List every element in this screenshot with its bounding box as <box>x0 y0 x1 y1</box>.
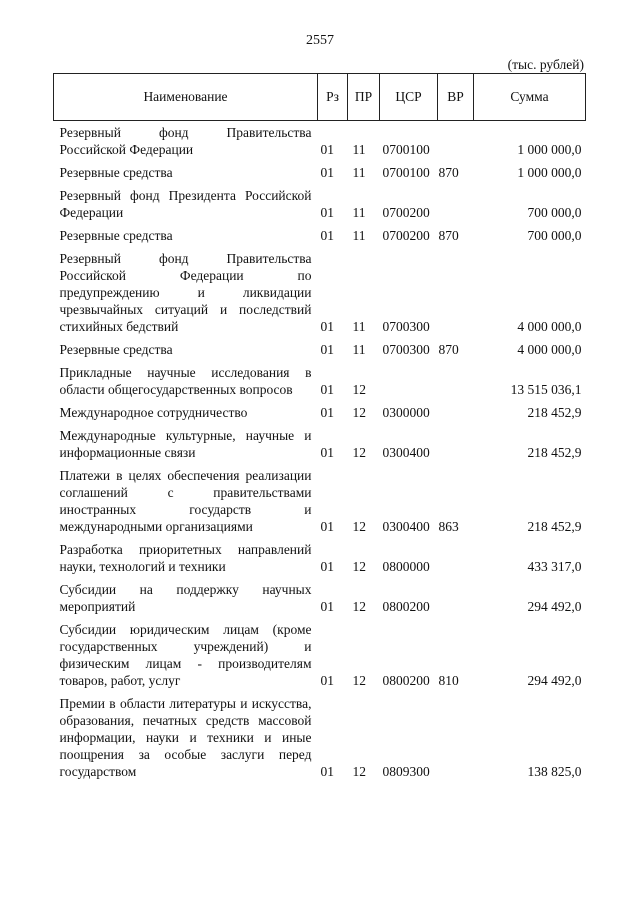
row-name: Премии в области литературы и искусства, образования, печатных средств массовой информации, науки и техники и иные поощрения за особые заслуги перед государством <box>59 696 312 779</box>
row-vr <box>438 689 474 780</box>
row-vr: 810 <box>438 673 459 688</box>
row-csr: 0809300 <box>382 764 430 779</box>
row-rz: 01 <box>320 165 334 180</box>
row-sum: 218 452,9 <box>527 405 582 420</box>
row-name: Резервные средства <box>59 228 173 243</box>
row-vr: 870 <box>438 342 459 357</box>
header-name: Наименование <box>54 74 318 121</box>
row-pr: 11 <box>352 228 366 243</box>
row-sum: 700 000,0 <box>527 228 582 243</box>
page-number: 2557 <box>306 33 334 48</box>
row-vr <box>438 358 474 398</box>
row-rz: 01 <box>320 205 334 220</box>
row-rz: 01 <box>320 405 334 420</box>
row-rz: 01 <box>320 673 334 688</box>
budget-table <box>53 73 586 780</box>
table-row <box>54 121 586 159</box>
row-vr <box>438 535 474 575</box>
row-rz: 01 <box>320 142 334 157</box>
row-pr: 11 <box>352 319 366 334</box>
row-name: Международные культурные, научные и информационные связи <box>59 428 312 460</box>
table-row <box>54 461 586 535</box>
row-pr: 11 <box>352 205 366 220</box>
row-sum: 138 825,0 <box>527 764 582 779</box>
row-csr: 0700200 <box>382 205 430 220</box>
row-name: Платежи в целях обеспечения реализации соглашений с правительствами иностранных государств и международными организациями <box>59 468 312 534</box>
row-sum: 4 000 000,0 <box>517 319 582 334</box>
row-rz: 01 <box>320 382 334 397</box>
row-rz: 01 <box>320 519 334 534</box>
row-vr <box>438 421 474 461</box>
table-row <box>54 181 586 221</box>
row-sum: 294 492,0 <box>527 599 582 614</box>
table-row <box>54 358 586 398</box>
row-vr <box>438 398 474 421</box>
row-pr: 12 <box>352 559 366 574</box>
row-csr: 0700100 <box>382 142 430 157</box>
row-name: Резервный фонд Президента Российской Федерации <box>59 188 312 220</box>
row-pr: 11 <box>352 342 366 357</box>
row-sum: 218 452,9 <box>527 519 582 534</box>
table-row <box>54 575 586 615</box>
row-pr: 11 <box>352 165 366 180</box>
table-row <box>54 244 586 335</box>
table-row <box>54 158 586 181</box>
row-pr: 11 <box>352 142 366 157</box>
row-pr: 12 <box>352 445 366 460</box>
header-sum: Сумма <box>474 74 586 121</box>
row-pr: 12 <box>352 519 366 534</box>
row-name: Разработка приоритетных направлений науки, технологий и техники <box>59 542 312 574</box>
table-row <box>54 535 586 575</box>
row-csr: 0700300 <box>382 342 430 357</box>
row-csr: 0300400 <box>382 445 430 460</box>
row-csr: 0800000 <box>382 559 430 574</box>
row-name: Субсидии на поддержку научных мероприятий <box>59 582 312 614</box>
row-sum: 1 000 000,0 <box>517 165 582 180</box>
row-name: Резервный фонд Правительства Российской Федерации по предупреждению и ликвидации чрезвычайных ситуаций и последствий стихийных бедствий <box>59 251 312 334</box>
row-sum: 4 000 000,0 <box>517 342 582 357</box>
table-header-row <box>54 74 586 121</box>
row-name: Резервный фонд Правительства Российской Федерации <box>59 125 312 157</box>
row-vr <box>438 181 474 221</box>
row-pr: 12 <box>352 764 366 779</box>
row-rz: 01 <box>320 599 334 614</box>
row-name: Субсидии юридическим лицам (кроме государственных учреждений) и физическим лицам - производителям товаров, работ, услуг <box>59 622 312 688</box>
row-vr <box>438 244 474 335</box>
row-csr: 0700300 <box>382 319 430 334</box>
row-rz: 01 <box>320 319 334 334</box>
table-row <box>54 335 586 358</box>
row-csr: 0800200 <box>382 599 430 614</box>
row-csr: 0300400 <box>382 519 430 534</box>
row-rz: 01 <box>320 764 334 779</box>
table-row <box>54 421 586 461</box>
row-vr: 870 <box>438 165 459 180</box>
row-csr: 0700100 <box>382 165 430 180</box>
table-row <box>54 221 586 244</box>
row-csr: 0800200 <box>382 673 430 688</box>
table-row <box>54 689 586 780</box>
row-vr <box>438 575 474 615</box>
row-pr: 12 <box>352 382 366 397</box>
row-csr: 0300000 <box>382 405 430 420</box>
row-sum: 1 000 000,0 <box>517 142 582 157</box>
table-row <box>54 398 586 421</box>
row-pr: 12 <box>352 405 366 420</box>
row-pr: 12 <box>352 599 366 614</box>
row-rz: 01 <box>320 228 334 243</box>
row-sum: 433 317,0 <box>527 559 582 574</box>
row-name: Резервные средства <box>59 165 173 180</box>
header-vr: ВР <box>438 74 474 121</box>
row-name: Резервные средства <box>59 342 173 357</box>
units-label: (тыс. рублей) <box>507 57 584 72</box>
row-sum: 218 452,9 <box>527 445 582 460</box>
row-sum: 13 515 036,1 <box>510 382 582 397</box>
header-csr: ЦСР <box>380 74 438 121</box>
table-row <box>54 615 586 689</box>
row-vr: 870 <box>438 228 459 243</box>
row-csr: 0700200 <box>382 228 430 243</box>
row-pr: 12 <box>352 673 366 688</box>
row-csr <box>380 358 438 398</box>
header-pr: ПР <box>348 74 380 121</box>
row-rz: 01 <box>320 445 334 460</box>
row-name: Международное сотрудничество <box>59 405 248 420</box>
row-vr <box>438 121 474 159</box>
row-sum: 700 000,0 <box>527 205 582 220</box>
row-rz: 01 <box>320 559 334 574</box>
row-vr: 863 <box>438 519 459 534</box>
row-rz: 01 <box>320 342 334 357</box>
header-rz: Рз <box>318 74 348 121</box>
row-name: Прикладные научные исследования в области общегосударственных вопросов <box>59 365 312 397</box>
row-sum: 294 492,0 <box>527 673 582 688</box>
